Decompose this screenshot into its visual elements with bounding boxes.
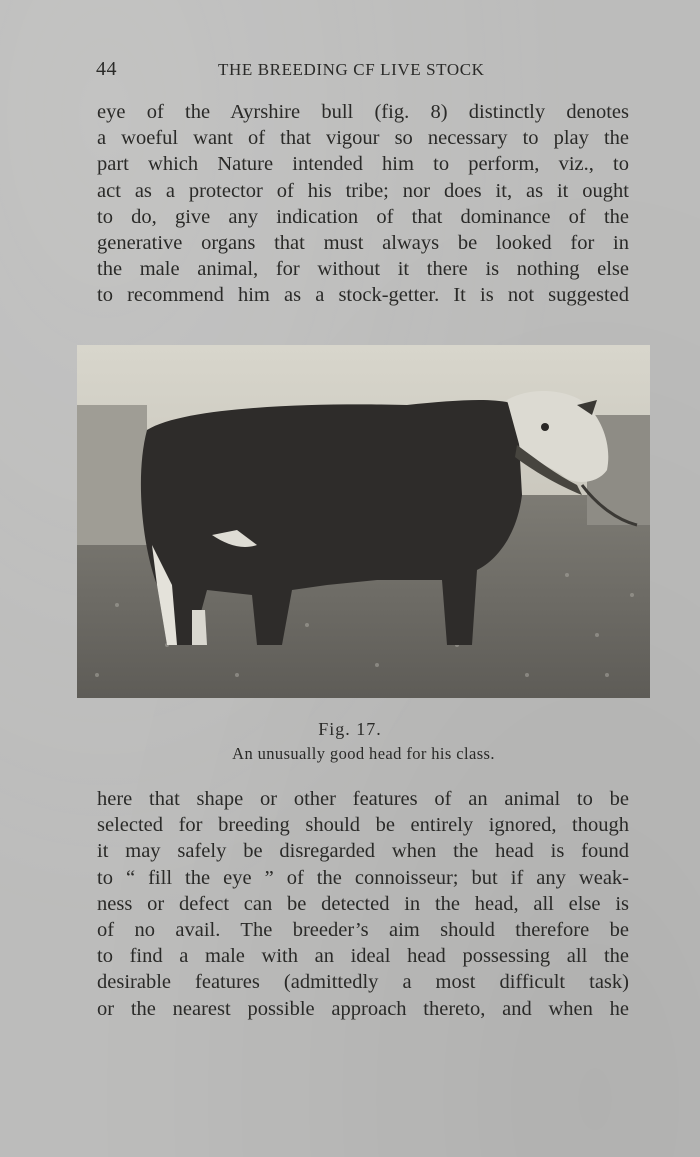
text-line: here that shape or other features of an animal to be <box>97 788 629 810</box>
text-line: generative organs that must always be looked for in <box>97 232 629 255</box>
text-line: desirable features (admittedly a most difficult task) <box>97 971 629 994</box>
text-line: to recommend him as a stock-getter. It is not suggested <box>97 284 629 307</box>
text-line: part which Nature intended him to perform, viz., to <box>97 153 629 176</box>
text-line: it may safely be disregarded when the head is found <box>97 840 629 863</box>
text-line: to do, give any indication of that dominance of the <box>97 205 629 228</box>
text-line: of no avail. The breeder’s aim should therefore be <box>97 919 629 942</box>
page-header <box>96 58 628 84</box>
bull-photograph <box>77 345 650 698</box>
figure-label: Fig. 17. <box>318 719 382 739</box>
text-line: or the nearest possible approach thereto, and when he <box>97 997 629 1020</box>
text-line: to “ fill the eye ” of the connoisseur; but if any weak- <box>97 866 629 889</box>
body-paragraph-top <box>97 99 629 309</box>
text-line: act as a protector of his tribe; nor does it, as it ought <box>97 179 629 202</box>
text-line: to find a male with an ideal head possessing all the <box>97 945 629 968</box>
text-line: eye of the Ayrshire bull (fig. 8) distinctly denotes <box>97 101 629 123</box>
running-title: THE BREEDING CF LIVE STOCK <box>218 60 485 79</box>
page-number: 44 <box>96 58 117 80</box>
body-paragraph-bottom <box>97 786 629 1022</box>
figure-caption: An unusually good head for his class. <box>232 744 495 763</box>
text-line: ness or defect can be detected in the head, all else is <box>97 892 629 915</box>
text-line: a woeful want of that vigour so necessary to play the <box>97 127 629 150</box>
text-line: the male animal, for without it there is nothing else <box>97 258 629 281</box>
text-line: selected for breeding should be entirely ignored, though <box>97 814 629 837</box>
